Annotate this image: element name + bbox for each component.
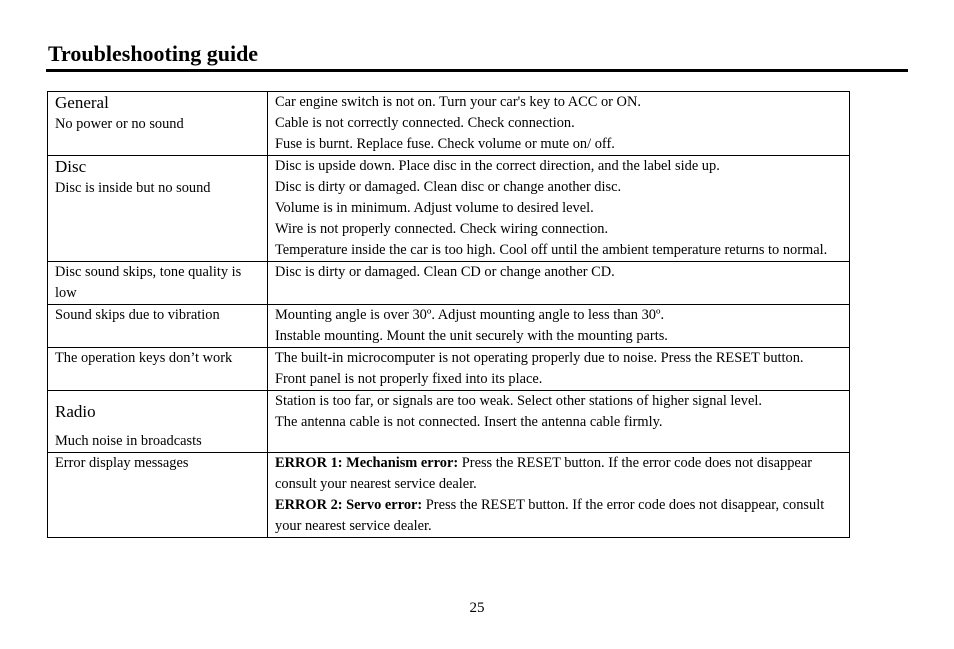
remedy-text: Temperature inside the car is too high. Cool off until the ambient temperature returns to normal.: [275, 242, 828, 258]
table-row: [48, 262, 850, 305]
symptom-text: Sound skips due to vibration: [55, 307, 220, 323]
remedy-text: Cable is not correctly connected. Check connection.: [275, 115, 575, 131]
remedy-cell: [268, 453, 850, 538]
remedy-cell: [268, 391, 850, 453]
problem-cell: [48, 391, 268, 453]
remedy-text: Front panel is not properly fixed into its place.: [275, 371, 543, 387]
page-number: 25: [469, 600, 485, 616]
table-row: [48, 305, 850, 348]
error-message: [275, 453, 843, 495]
symptom-text: Disc is inside but no sound: [55, 180, 211, 196]
remedy-text: Disc is upside down. Place disc in the correct direction, and the label side up.: [275, 158, 720, 174]
symptom-text: Disc sound skips, tone quality is low: [55, 264, 242, 301]
error-code-label: ERROR 1: Mechanism error:: [275, 455, 459, 471]
error-description: Press the RESET button. If the error code does not disappear consult your nearest service dealer.: [275, 455, 812, 492]
category-label: Disc: [55, 157, 87, 176]
problem-cell: [48, 262, 268, 305]
table-row: [48, 453, 850, 538]
remedy-text: Wire is not properly connected. Check wiring connection.: [275, 221, 609, 237]
table-row: [48, 348, 850, 391]
problem-cell: [48, 348, 268, 391]
remedy-cell: [268, 92, 850, 156]
problem-cell: [48, 92, 268, 156]
error-description: Press the RESET button. If the error code does not disappear, consult your nearest service dealer.: [275, 497, 825, 534]
remedy-text: Station is too far, or signals are too weak. Select other stations of higher signal level.: [275, 393, 762, 409]
page-title: Troubleshooting guide: [48, 41, 259, 66]
remedy-text: Car engine switch is not on. Turn your car's key to ACC or ON.: [275, 94, 641, 110]
problem-cell: [48, 156, 268, 262]
remedy-text: The antenna cable is not connected. Insert the antenna cable firmly.: [275, 414, 663, 430]
remedy-cell: [268, 262, 850, 305]
symptom-text: The operation keys don’t work: [55, 350, 233, 366]
table-row: [48, 92, 850, 156]
error-message: [275, 495, 843, 537]
remedy-cell: [268, 305, 850, 348]
remedy-text: The built-in microcomputer is not operating properly due to noise. Press the RESET button.: [275, 350, 804, 366]
remedy-text: Volume is in minimum. Adjust volume to desired level.: [275, 200, 594, 216]
category-label: Radio: [55, 402, 96, 421]
title-underline: [46, 69, 908, 72]
error-code-label: ERROR 2: Servo error:: [275, 497, 423, 513]
remedy-text: Instable mounting. Mount the unit securely with the mounting parts.: [275, 328, 668, 344]
symptom-text: Error display messages: [55, 455, 189, 471]
remedy-cell: [268, 156, 850, 262]
remedy-text: Disc is dirty or damaged. Clean CD or change another CD.: [275, 264, 615, 280]
troubleshooting-table: [47, 91, 850, 538]
remedy-text: Disc is dirty or damaged. Clean disc or change another disc.: [275, 179, 622, 195]
remedy-text: Mounting angle is over 30º. Adjust mounting angle to less than 30º.: [275, 307, 665, 323]
remedy-cell: [268, 348, 850, 391]
remedy-text: Fuse is burnt. Replace fuse. Check volume or mute on/ off.: [275, 136, 615, 152]
symptom-text: Much noise in broadcasts: [55, 433, 202, 449]
symptom-text: No power or no sound: [55, 116, 184, 132]
table-row: [48, 391, 850, 453]
category-label: General: [55, 93, 109, 112]
problem-cell: [48, 453, 268, 538]
problem-cell: [48, 305, 268, 348]
table-row: [48, 156, 850, 262]
